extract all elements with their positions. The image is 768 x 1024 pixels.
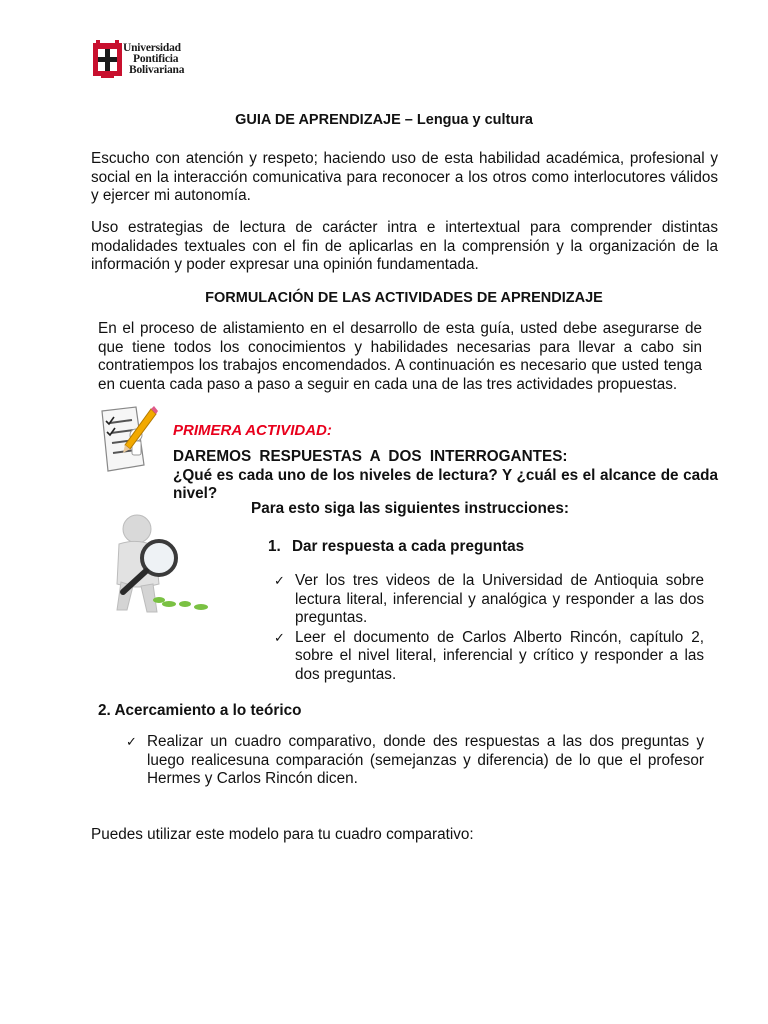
magnifier-figure-icon [97, 514, 225, 626]
activity-heading [173, 448, 718, 504]
list-item [274, 572, 704, 628]
closing-text: Puedes utilizar este modelo para tu cuadro comparativo: [91, 826, 474, 843]
activity-heading-line-1: DAREMOS RESPUESTAS A DOS INTERROGANTES: [173, 448, 568, 465]
university-crest-icon [92, 40, 124, 80]
page-title: GUIA DE APRENDIZAJE – Lengua y cultura [235, 112, 533, 128]
step-2-label: 2. Acercamiento a lo teórico [98, 702, 302, 719]
check-icon: ✓ [274, 629, 285, 645]
list-item [126, 733, 704, 789]
logo-line-3: Bolivariana [129, 64, 185, 76]
check-icon: ✓ [126, 734, 137, 749]
step-1-number: 1. [268, 538, 281, 555]
step-1-text: Dar respuesta a cada preguntas [292, 538, 525, 555]
check-icon: ✓ [274, 573, 285, 588]
step-1-checklist [274, 572, 704, 685]
checklist-pencil-icon [96, 405, 158, 473]
logo-text [123, 43, 213, 76]
section-heading: FORMULACIÓN DE LAS ACTIVIDADES DE APRENDIZAJE [205, 290, 603, 306]
step-2-checklist [126, 733, 704, 789]
instructions-intro: Para esto siga las siguientes instrucciones: [251, 500, 569, 517]
university-logo [92, 40, 202, 80]
step-1-label [268, 538, 524, 557]
check-text: Ver los tres videos de la Universidad de Antioquia sobre lectura literal, inferencial y analógica y responder a las dos preguntas. [295, 572, 704, 626]
check-text: Realizar un cuadro comparativo, donde des respuestas a las dos preguntas y luego realicesuna comparación (semejanzas y diferencia) de lo que el profesor Hermes y Carlos Rincón dicen. [147, 733, 704, 787]
paragraph-1: Escucho con atención y respeto; haciendo uso de esta habilidad académica, profesional y social en la interacción comunicativa para reconocer a los otros como interlocutores válidos y ejercer mi autonomía. [91, 150, 718, 204]
logo-line-2: Pontificia [133, 53, 179, 65]
logo-line-1: Universidad [123, 42, 181, 54]
activity-heading-line-2: ¿Qué es cada uno de los niveles de lectura? Y ¿cuál es el alcance de cada nivel? [173, 466, 718, 502]
paragraph-3: En el proceso de alistamiento en el desarrollo de esta guía, usted debe asegurarse de que tiene todos los conocimientos y habilidades necesarias para llevar a cabo sin contratiempos los trabajos encomendados. A continuación es necesario que usted tenga en cuenta cada paso a paso a seguir en cada una de las tres actividades propuestas. [98, 320, 702, 393]
paragraph-2: Uso estrategias de lectura de carácter intra e intertextual para comprender distintas modalidades textuales con el fin de aplicarlas en la comprensión y la organización de la información y poder expresar una opinión fundamentada. [91, 219, 718, 273]
list-item [274, 629, 704, 685]
check-text: Leer el documento de Carlos Alberto Rincón, capítulo 2, sobre el nivel literal, inferencial y crítico y responder a las dos preguntas. [295, 628, 704, 683]
activity-label: PRIMERA ACTIVIDAD: [173, 422, 332, 439]
